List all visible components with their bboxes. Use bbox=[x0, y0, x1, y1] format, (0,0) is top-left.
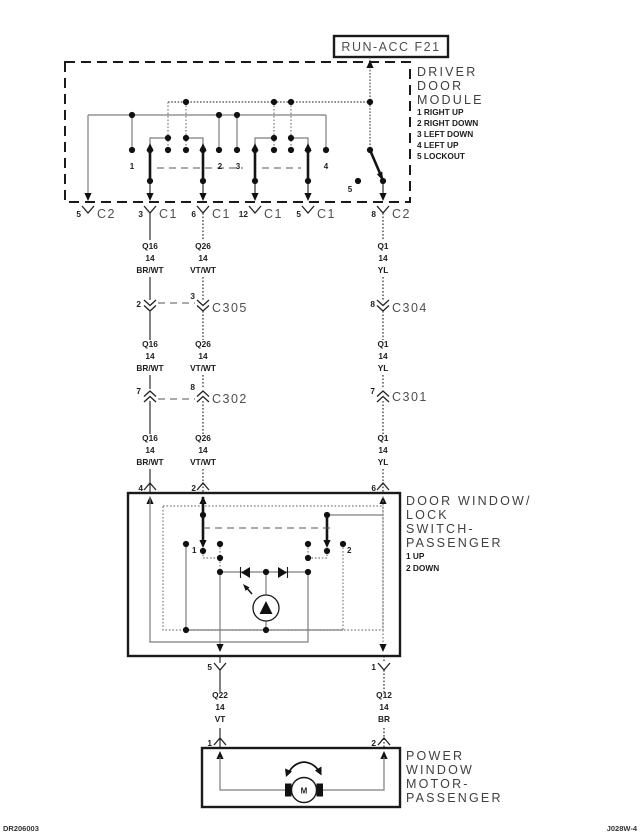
svg-text:14: 14 bbox=[198, 445, 208, 455]
c302-pin-b: 8 bbox=[190, 382, 195, 392]
svg-text:14: 14 bbox=[378, 351, 388, 361]
svg-text:Q16: Q16 bbox=[142, 433, 158, 443]
wire-q16-code: Q16 bbox=[142, 241, 158, 251]
svg-text:VT/WT: VT/WT bbox=[190, 363, 216, 373]
ddm-pin-d: 12 bbox=[238, 209, 248, 219]
wire-q1-code: Q1 bbox=[377, 241, 389, 251]
switch-title-line1: DOOR WINDOW/ bbox=[406, 494, 532, 508]
ddm-contact-2: 2 bbox=[217, 162, 223, 171]
ddm-function-3: 3 LEFT DOWN bbox=[417, 129, 474, 139]
switch-title-line4: PASSENGER bbox=[406, 536, 503, 550]
ddm-function-4: 4 LEFT UP bbox=[417, 140, 459, 150]
switch-title-line3: SWITCH- bbox=[406, 522, 475, 536]
wire-q26-code: Q26 bbox=[195, 241, 211, 251]
ddm-title-line1: DRIVER bbox=[417, 65, 478, 79]
ddm-pin-c: 6 bbox=[191, 209, 196, 219]
switch-pin-top-b: 2 bbox=[191, 483, 196, 493]
svg-text:Q16: Q16 bbox=[142, 339, 158, 349]
motor-pin-b: 2 bbox=[371, 738, 376, 748]
wire-q26-color: VT/WT bbox=[190, 265, 216, 275]
ddm-contact-3: 3 bbox=[235, 162, 241, 171]
switch-pos-2: 2 bbox=[347, 546, 352, 555]
svg-text:Q26: Q26 bbox=[195, 339, 211, 349]
switch-pin-bot-b: 1 bbox=[371, 662, 376, 672]
ddm-pin-d-name: C1 bbox=[264, 207, 283, 221]
ddm-function-5: 5 LOCKOUT bbox=[417, 151, 465, 161]
c304-pin: 8 bbox=[370, 299, 375, 309]
ddm-contact-4: 4 bbox=[323, 162, 329, 171]
ddm-pin-f-name: C2 bbox=[392, 207, 411, 221]
c302-pin-a: 7 bbox=[136, 386, 141, 396]
wire-q22-gauge: 14 bbox=[215, 702, 225, 712]
switch-title-line2: LOCK bbox=[406, 508, 449, 522]
motor-title-line1: POWER bbox=[406, 749, 465, 763]
ddm-pin-c-name: C1 bbox=[212, 207, 231, 221]
switch-function-2: 2 DOWN bbox=[406, 563, 440, 573]
wire-q22-color: VT bbox=[214, 714, 226, 724]
wire-q26-gauge: 14 bbox=[198, 253, 208, 263]
ddm-title-line2: DOOR bbox=[417, 79, 464, 93]
c305-label: C305 bbox=[212, 301, 248, 315]
wire-q1-gauge: 14 bbox=[378, 253, 388, 263]
svg-text:Q26: Q26 bbox=[195, 433, 211, 443]
ddm-pin-f: 8 bbox=[371, 209, 376, 219]
svg-text:YL: YL bbox=[377, 363, 389, 373]
wire-q12-gauge: 14 bbox=[379, 702, 389, 712]
ddm-pin-a-name: C2 bbox=[97, 207, 116, 221]
ddm-pin-b-name: C1 bbox=[159, 207, 178, 221]
switch-pos-1: 1 bbox=[192, 546, 197, 555]
svg-text:14: 14 bbox=[145, 351, 155, 361]
ddm-function-1: 1 RIGHT UP bbox=[417, 107, 464, 117]
footer-left-code: DR206003 bbox=[3, 824, 39, 833]
footer-right-code: J028W-4 bbox=[606, 824, 637, 833]
motor-letter: M bbox=[300, 786, 308, 796]
switch-pin-top-a: 4 bbox=[138, 483, 143, 493]
svg-text:VT/WT: VT/WT bbox=[190, 457, 216, 467]
svg-text:BR/WT: BR/WT bbox=[136, 363, 164, 373]
ddm-pin-e-name: C1 bbox=[317, 207, 336, 221]
ddm-function-2: 2 RIGHT DOWN bbox=[417, 118, 479, 128]
motor-pin-a: 1 bbox=[207, 738, 212, 748]
switch-pin-bot-a: 5 bbox=[207, 662, 212, 672]
motor-title-line4: PASSENGER bbox=[406, 791, 503, 805]
wire-q12-code: Q12 bbox=[376, 690, 392, 700]
wire-q1-color: YL bbox=[377, 265, 389, 275]
switch-function-1: 1 UP bbox=[406, 551, 425, 561]
ddm-contact-1: 1 bbox=[129, 162, 135, 171]
svg-text:14: 14 bbox=[145, 445, 155, 455]
ddm-title-line3: MODULE bbox=[417, 93, 484, 107]
c302-label: C302 bbox=[212, 392, 248, 406]
ddm-pin-a: 5 bbox=[76, 209, 81, 219]
svg-text:BR/WT: BR/WT bbox=[136, 457, 164, 467]
svg-text:14: 14 bbox=[378, 445, 388, 455]
wire-q22-code: Q22 bbox=[212, 690, 228, 700]
wire-q12-color: BR bbox=[378, 714, 390, 724]
svg-text:Q1: Q1 bbox=[377, 339, 389, 349]
fuse-label: RUN-ACC F21 bbox=[341, 40, 441, 54]
c301-pin: 7 bbox=[370, 386, 375, 396]
motor-title-line2: WINDOW bbox=[406, 763, 475, 777]
c305-pin-b: 3 bbox=[190, 291, 195, 301]
c305-pin-a: 2 bbox=[136, 299, 141, 309]
svg-text:Q1: Q1 bbox=[377, 433, 389, 443]
ddm-pin-b: 3 bbox=[138, 209, 143, 219]
c301-label: C301 bbox=[392, 390, 428, 404]
c304-label: C304 bbox=[392, 301, 428, 315]
motor-title-line3: MOTOR- bbox=[406, 777, 470, 791]
switch-pin-top-c: 6 bbox=[371, 483, 376, 493]
ddm-pin-e: 5 bbox=[296, 209, 301, 219]
svg-text:YL: YL bbox=[377, 457, 389, 467]
svg-text:14: 14 bbox=[198, 351, 208, 361]
wire-q16-color: BR/WT bbox=[136, 265, 164, 275]
ddm-contact-5: 5 bbox=[347, 185, 353, 194]
wire-q16-gauge: 14 bbox=[145, 253, 155, 263]
